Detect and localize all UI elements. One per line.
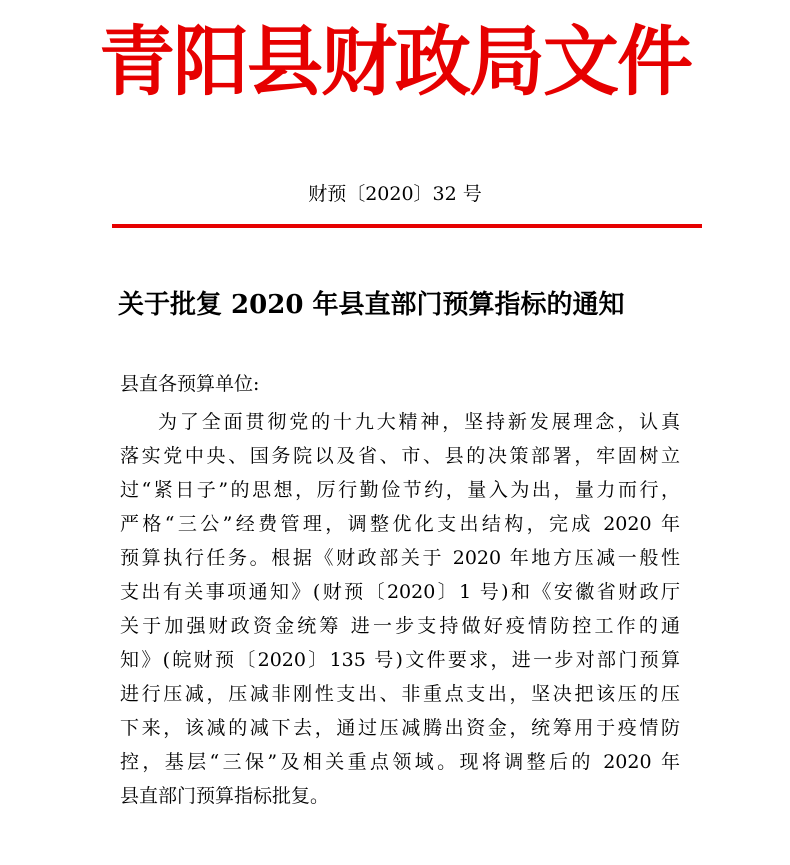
notice-body — [120, 408, 680, 816]
body-line: 为了全面贯彻党的十九大精神，坚持新发展理念，认真 — [158, 411, 680, 433]
document-header-title: 青阳县财政局文件 — [99, 17, 691, 106]
body-line: 下来，该减的减下去，通过压减腾出资金，统筹用于疫情防 — [120, 717, 680, 739]
body-line: 关于加强财政资金统筹 进一步支持做好疫情防控工作的通 — [120, 615, 680, 637]
document-number: 财预〔2020〕32 号 — [308, 183, 482, 205]
body-line: 县直部门预算指标批复。 — [120, 785, 330, 807]
notice-title: 关于批复 2020 年县直部门预算指标的通知 — [118, 290, 625, 320]
body-line: 控，基层“三保”及相关重点领域。现将调整后的 2020 年 — [120, 751, 680, 773]
body-line: 严格“三公”经费管理，调整优化支出结构，完成 2020 年 — [120, 513, 680, 535]
red-divider-line — [112, 224, 702, 228]
body-line: 过“紧日子”的思想，厉行勤俭节约，量入为出，量力而行， — [120, 479, 680, 501]
body-line: 知》(皖财预〔2020〕135 号)文件要求，进一步对部门预算 — [120, 649, 680, 671]
body-line: 支出有关事项通知》(财预〔2020〕1 号)和《安徽省财政厅 — [120, 581, 680, 603]
body-line: 预算执行任务。根据《财政部关于 2020 年地方压减一般性 — [120, 547, 680, 569]
salutation: 县直各预算单位: — [120, 373, 260, 395]
body-line: 落实党中央、国务院以及省、市、县的决策部署，牢固树立 — [120, 445, 680, 467]
body-line: 进行压减，压减非刚性支出、非重点支出，坚决把该压的压 — [120, 683, 680, 705]
